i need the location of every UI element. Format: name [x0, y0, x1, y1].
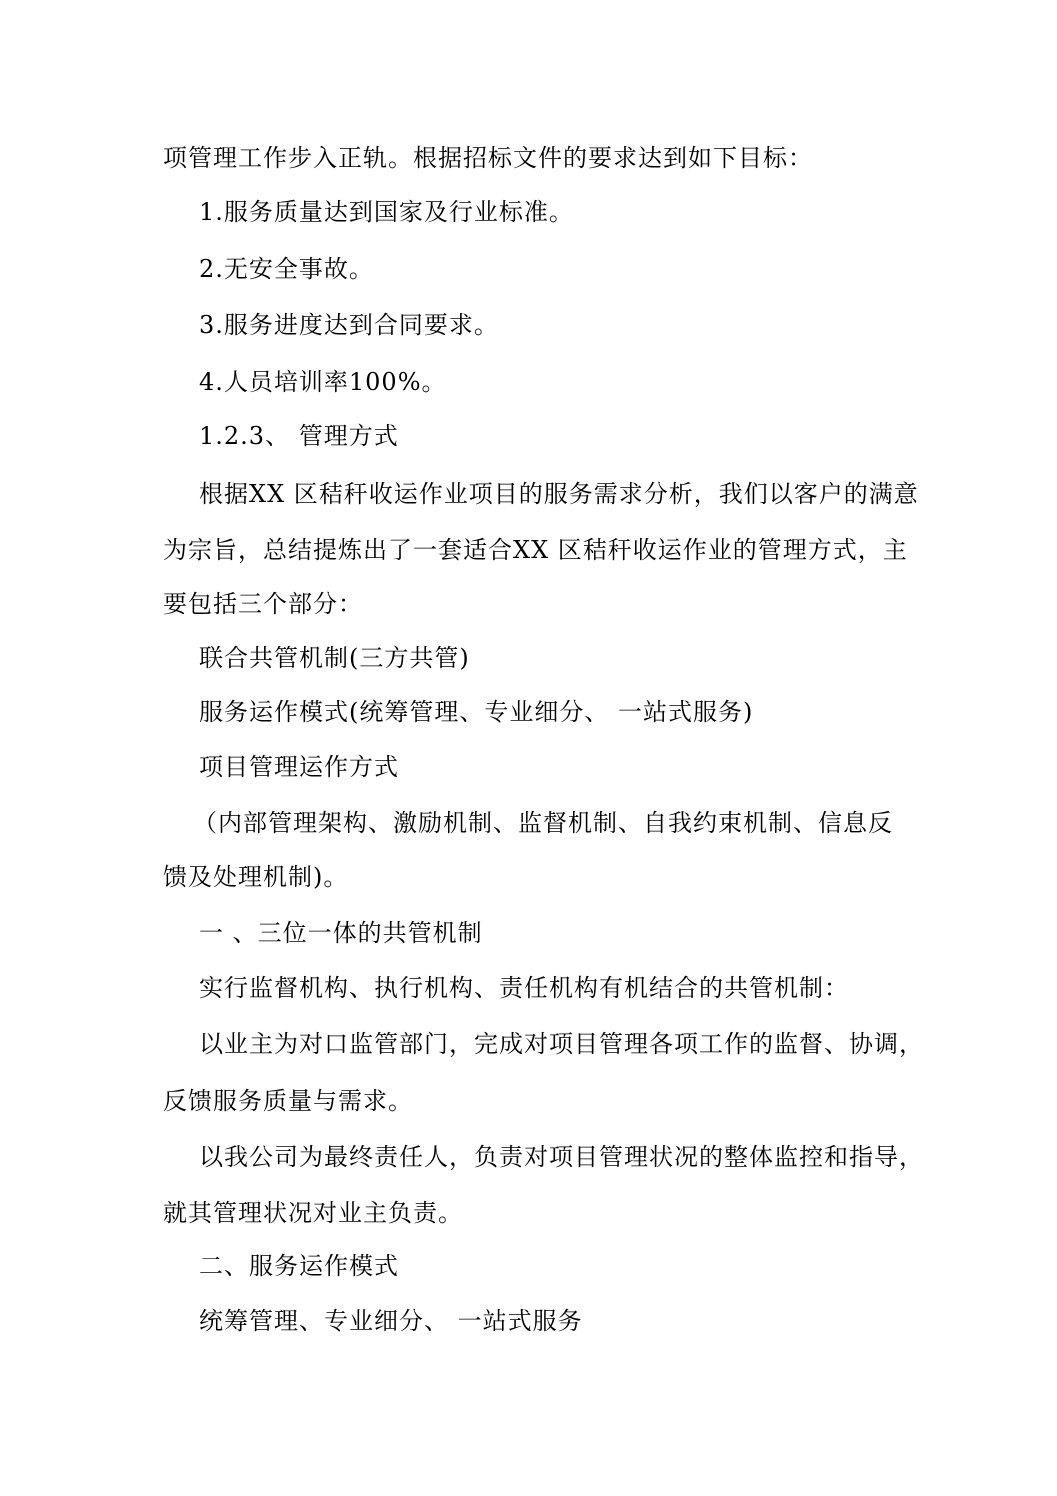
- paragraph-line: 以业主为对口监管部门，完成对项目管理各项工作的监督、协调，: [199, 1030, 924, 1058]
- goal-item-2: 2.无安全事故。: [199, 255, 374, 283]
- paragraph-line: 馈及处理机制)。: [163, 863, 349, 891]
- list-line-service-mode: 服务运作模式(统筹管理、专业细分、 一站式服务): [199, 698, 754, 726]
- section-heading-1-2-3: 1.2.3、 管理方式: [199, 422, 399, 450]
- list-line-joint-mechanism: 联合共管机制(三方共管): [199, 644, 470, 672]
- paragraph-line: 为宗旨，总结提炼出了一套适合XX 区秸秆收运作业的管理方式，主: [163, 536, 908, 564]
- paragraph-line: 实行监督机构、执行机构、责任机构有机结合的共管机制：: [199, 974, 849, 1002]
- paragraph-line: 要包括三个部分：: [163, 590, 363, 618]
- goal-item-1: 1.服务质量达到国家及行业标准。: [199, 198, 574, 226]
- paragraph-line-intro: 项管理工作步入正轨。根据招标文件的要求达到如下目标：: [163, 144, 813, 172]
- paragraph-line: 统筹管理、专业细分、 一站式服务: [199, 1307, 583, 1335]
- paragraph-line: 反馈服务质量与需求。: [163, 1087, 413, 1115]
- section-heading-one: 一 、三位一体的共管机制: [199, 919, 483, 947]
- section-heading-two: 二、服务运作模式: [199, 1252, 399, 1280]
- paragraph-line: 以我公司为最终责任人，负责对项目管理状况的整体监控和指导，: [199, 1143, 924, 1171]
- list-line-project-mode: 项目管理运作方式: [199, 753, 399, 781]
- paragraph-line: 根据XX 区秸秆收运作业项目的服务需求分析，我们以客户的满意: [199, 480, 919, 508]
- paragraph-line: （内部管理架构、激励机制、监督机制、自我约束机制、信息反: [193, 809, 893, 837]
- goal-item-4: 4.人员培训率100%。: [199, 368, 447, 396]
- goal-item-3: 3.服务进度达到合同要求。: [199, 311, 499, 339]
- paragraph-line: 就其管理状况对业主负责。: [163, 1199, 463, 1227]
